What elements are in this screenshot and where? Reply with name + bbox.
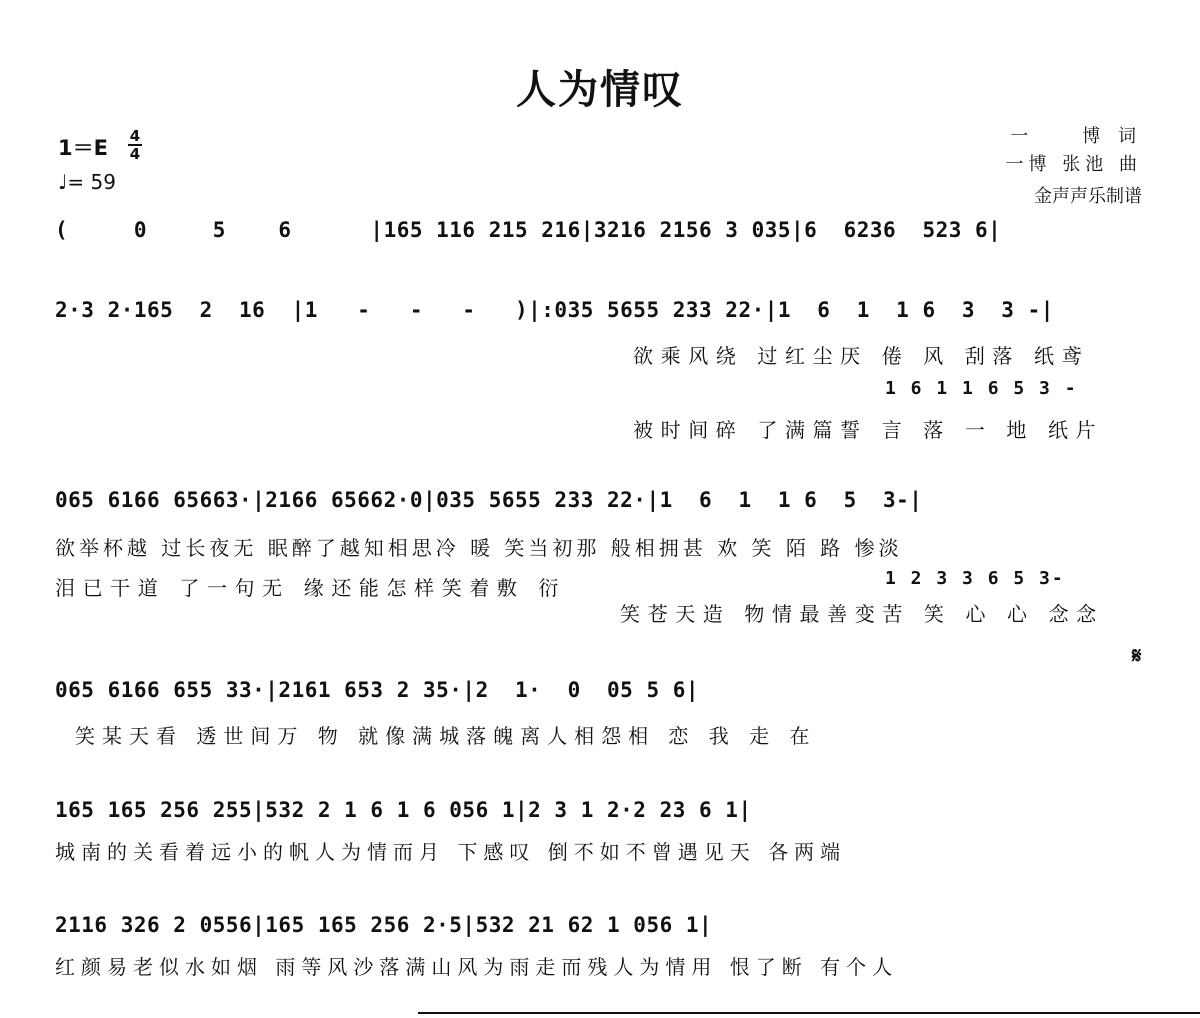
notation-line: 065 6166 65663·|2166 65662·0|035 5655 233 22·|1 6 1 1 6 5 3-|	[55, 488, 923, 512]
alt-notation-line: 1 2 3 3 6 5 3-	[885, 568, 1065, 589]
lyric-line: 笑某天看 透世间万 物 就像满城落魄离人相怨相 恋 我 走 在	[75, 724, 817, 748]
score-row-1	[55, 210, 1145, 270]
lyric-line: 笑苍天造 物情最善变苦 笑 心 心 念念	[620, 602, 1104, 626]
notation-line: 065 6166 655 33·|2161 653 2 35·|2 1· 0 05 5 6|	[55, 678, 700, 702]
notation-line: 165 165 256 255|532 2 1 6 1 6 056 1|2 3 1 2·2 23 6 1|	[55, 798, 752, 822]
lyric-line: 红颜易老似水如烟 雨等风沙落满山风为雨走而残人为情用 恨了断 有个人	[55, 955, 899, 979]
score-row-2	[55, 290, 1145, 442]
lyric-line: 泪已干道 了一句无 缘还能怎样笑着敷 衍	[55, 576, 567, 600]
notation-line: ( 0 5 6 |165 116 215 216|3216 2156 3 035|6 6236 523 6|	[55, 218, 1002, 242]
engraver-credit: 金声声乐制谱	[1034, 186, 1142, 207]
score-row-4	[55, 670, 1145, 748]
lyricist-credit: 一 博 词	[1010, 126, 1142, 147]
score-row-3	[55, 480, 1145, 626]
lyric-line: 欲举杯越 过长夜无 眠醉了越知相思冷 暖 笑当初那 般相拥甚 欢 笑 陌 路 惨淡	[55, 536, 903, 560]
time-signature-bottom: 4	[129, 145, 141, 163]
time-signature	[128, 128, 142, 162]
segno-sign: 𝄋	[1132, 644, 1142, 669]
lyric-line: 被时间碎 了满篇誓 言 落 一 地 纸片	[633, 418, 1104, 442]
notation-line: 2·3 2·165 2 16 |1 - - - )|:035 5655 233 22·|1 6 1 1 6 3 3 -|	[55, 298, 1054, 322]
alt-notation-line: 1 6 1 1 6 5 3 -	[885, 378, 1078, 399]
page-title: 人为情叹	[516, 67, 684, 113]
lyric-line: 欲乘风绕 过红尘厌 倦 风 刮落 纸鸢	[633, 344, 1090, 368]
composer-credit: 一博 张池 曲	[1005, 154, 1142, 175]
key-signature: 1＝E	[58, 136, 108, 160]
notation-line: 2116 326 2 0556|165 165 256 2·5|532 21 62 1 056 1|	[55, 913, 713, 937]
lyric-line: 城南的关看着远小的帆人为情而月 下感叹 倒不如不曾遇见天 各两端	[55, 840, 847, 864]
score-row-6	[55, 905, 1145, 979]
score-row-5	[55, 790, 1145, 864]
time-signature-top: 4	[129, 127, 141, 145]
bottom-border-line	[418, 1012, 1200, 1014]
tempo-marking: ♩= 59	[58, 170, 116, 194]
